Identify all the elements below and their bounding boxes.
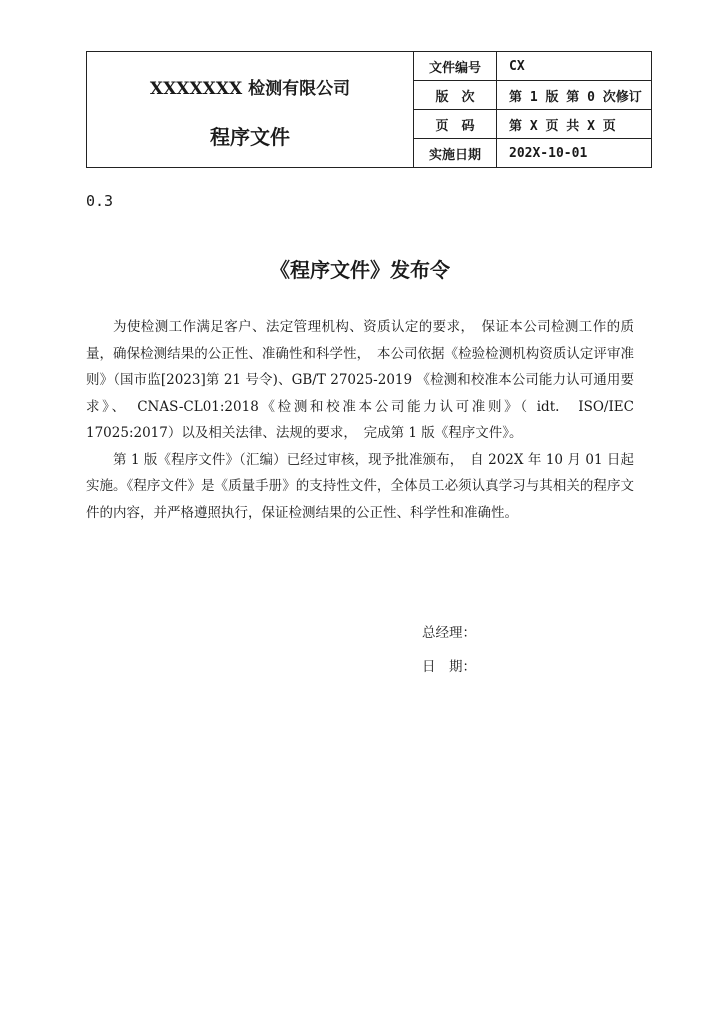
effective-date-value: 202X-10-01 [497, 139, 652, 168]
page-value: 第 X 页 共 X 页 [497, 110, 652, 139]
page-title: 《程序文件》发布令 [270, 258, 450, 282]
manager-signature-label: 总经理： [422, 625, 476, 641]
header-title-block [87, 52, 414, 168]
document-header-table [86, 51, 652, 168]
paragraph: 为使检测工作满足客户、法定管理机构、资质认定的要求， 保证本公司检测工作的质量，确保检测结果的公正性、准确性和科学性， 本公司依据《检验检测机构资质认定评审准则》（国市监[2023]第 21 号令)、GB/T 27025-2019 《检测和校准本公司能力认可通用要求》、 CNAS-CL01:2018《检测和校准本公司能力认可准则》（ idt. ISO/IEC 17025:2017）以及相关法律、法规的要求， 完成第 1 版《程序文件》。 [86, 319, 634, 441]
document-type: 程序文件 [210, 124, 290, 149]
effective-date-label: 实施日期 [414, 139, 497, 168]
company-name: XXXXXXX 检测有限公司 [149, 78, 351, 99]
paragraph: 第 1 版《程序文件》（汇编）已经过审核，现予批准颁布， 自 202X 年 10 月 01 日起实施。《程序文件》是《质量手册》的支持性文件，全体员工必须认真学习与其相关的程序文件的内容，并严格遵照执行，保证检测结果的公正性、科学性和准确性。 [86, 451, 634, 521]
edition-label: 版 次 [414, 81, 497, 110]
section-number: 0.3 [86, 192, 114, 210]
file-number-label: 文件编号 [414, 52, 497, 81]
file-number-value: CX [497, 52, 652, 81]
date-signature-label: 日 期： [422, 659, 476, 675]
page-label: 页 码 [414, 110, 497, 139]
body-text [86, 314, 634, 526]
edition-value: 第 1 版 第 0 次修订 [497, 81, 652, 110]
